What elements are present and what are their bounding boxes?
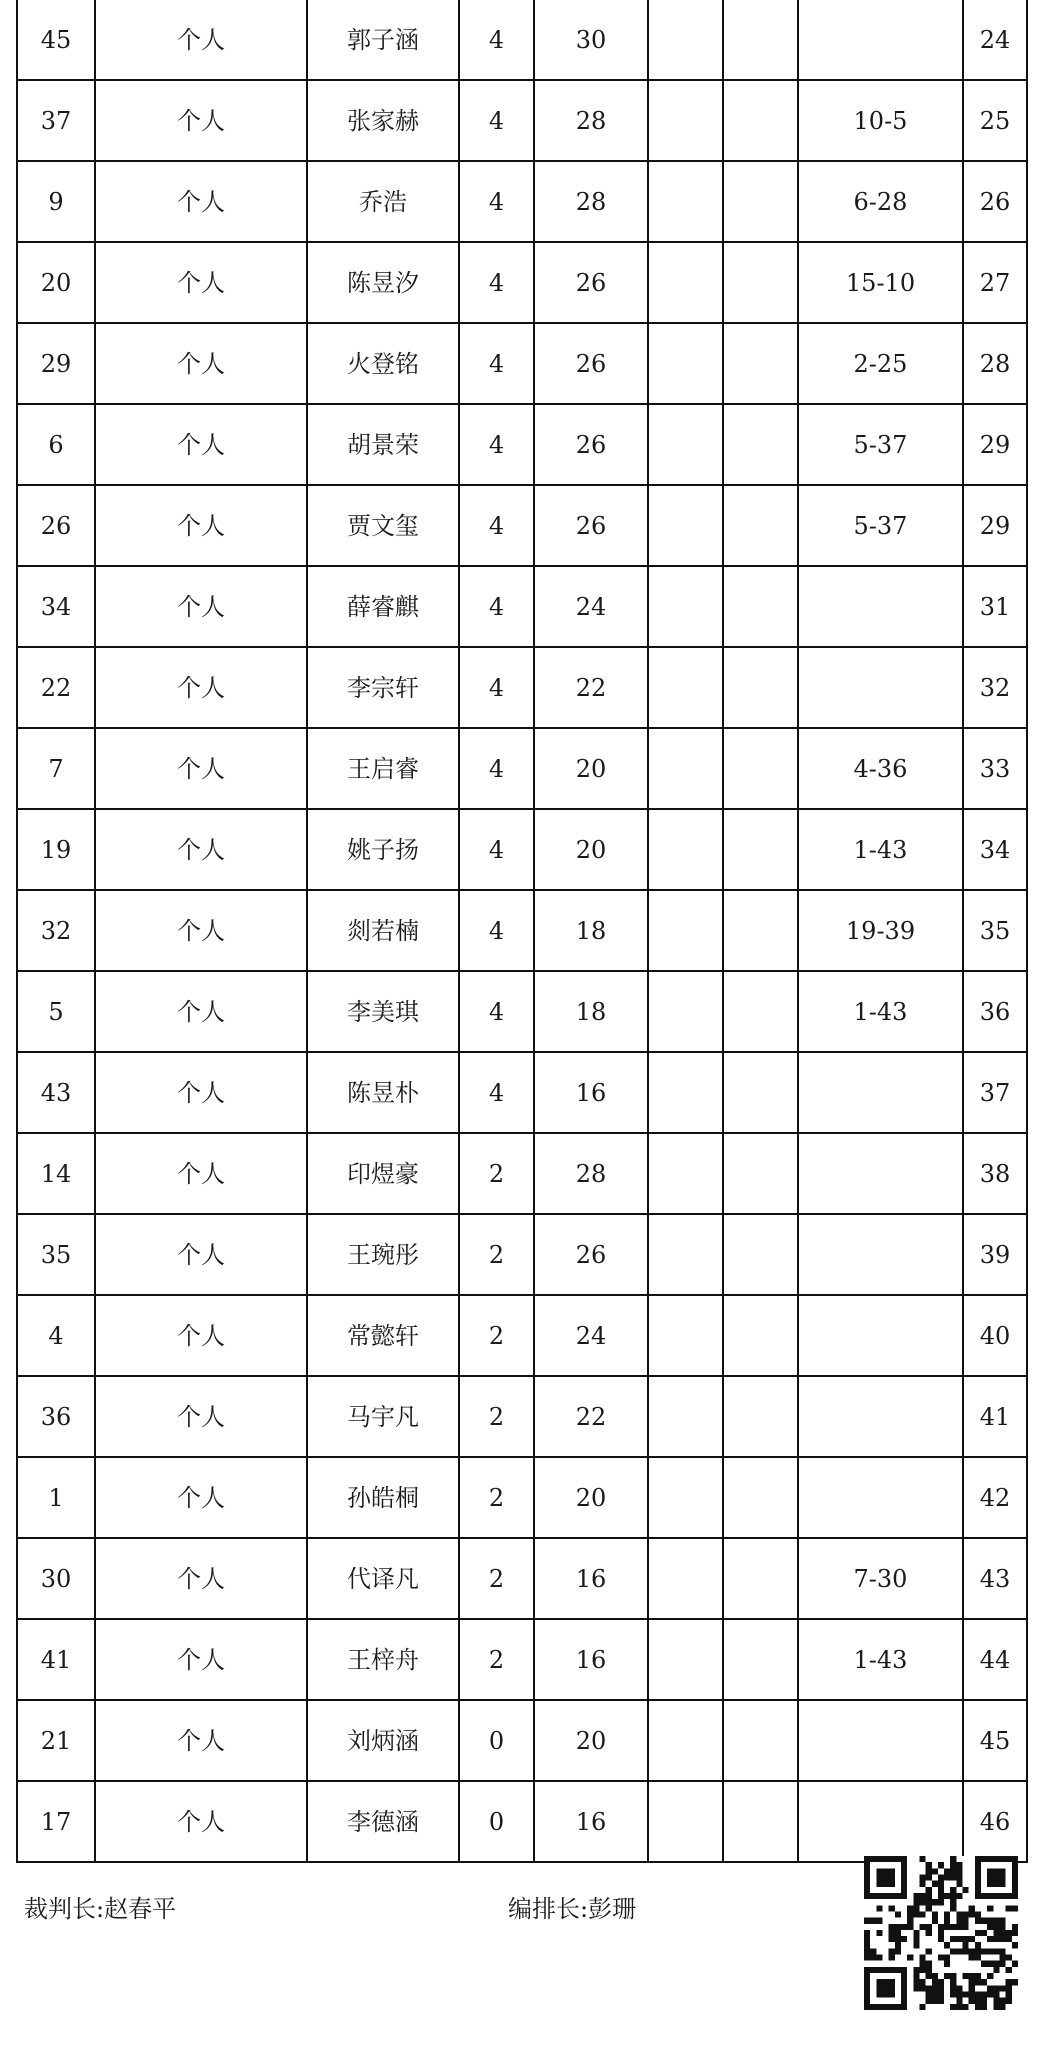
- rank-cell: 34: [963, 809, 1027, 890]
- tiebreak-cell: 30: [534, 0, 648, 80]
- blank-cell: [723, 1700, 798, 1781]
- remark-cell: [798, 1052, 963, 1133]
- score-cell: 2: [459, 1619, 534, 1700]
- player-number-cell: 22: [17, 647, 95, 728]
- remark-cell: [798, 647, 963, 728]
- player-name-cell: 李美琪: [307, 971, 459, 1052]
- score-cell: 4: [459, 485, 534, 566]
- score-cell: 2: [459, 1133, 534, 1214]
- entry-type-cell: 个人: [95, 1133, 307, 1214]
- player-name-cell: 王启睿: [307, 728, 459, 809]
- chief-scheduler-label: 编排长:彭珊: [508, 1895, 637, 1923]
- blank-cell: [723, 1052, 798, 1133]
- rank-cell: 33: [963, 728, 1027, 809]
- tiebreak-cell: 28: [534, 1133, 648, 1214]
- player-name-cell: 乔浩: [307, 161, 459, 242]
- tiebreak-cell: 24: [534, 566, 648, 647]
- score-cell: 2: [459, 1376, 534, 1457]
- blank-cell: [723, 1781, 798, 1862]
- remark-cell: [798, 1295, 963, 1376]
- rank-cell: 26: [963, 161, 1027, 242]
- entry-type-cell: 个人: [95, 242, 307, 323]
- entry-type-cell: 个人: [95, 0, 307, 80]
- blank-cell: [648, 404, 723, 485]
- tiebreak-cell: 24: [534, 1295, 648, 1376]
- score-cell: 4: [459, 809, 534, 890]
- table-row: [17, 971, 1027, 1052]
- entry-type-cell: 个人: [95, 1457, 307, 1538]
- rank-cell: 35: [963, 890, 1027, 971]
- tiebreak-cell: 20: [534, 728, 648, 809]
- tiebreak-cell: 20: [534, 1457, 648, 1538]
- entry-type-cell: 个人: [95, 1619, 307, 1700]
- score-cell: 4: [459, 242, 534, 323]
- table-row: [17, 1700, 1027, 1781]
- rank-cell: 32: [963, 647, 1027, 728]
- results-table: [16, 0, 1028, 1863]
- blank-cell: [648, 1538, 723, 1619]
- rank-cell: 28: [963, 323, 1027, 404]
- player-number-cell: 30: [17, 1538, 95, 1619]
- table-row: [17, 890, 1027, 971]
- blank-cell: [723, 1214, 798, 1295]
- blank-cell: [723, 809, 798, 890]
- remark-cell: 6-28: [798, 161, 963, 242]
- table-row: [17, 647, 1027, 728]
- score-cell: 2: [459, 1538, 534, 1619]
- rank-cell: 31: [963, 566, 1027, 647]
- remark-cell: 10-5: [798, 80, 963, 161]
- player-name-cell: 贾文玺: [307, 485, 459, 566]
- entry-type-cell: 个人: [95, 971, 307, 1052]
- blank-cell: [648, 161, 723, 242]
- player-number-cell: 35: [17, 1214, 95, 1295]
- remark-cell: 1-43: [798, 809, 963, 890]
- tiebreak-cell: 16: [534, 1781, 648, 1862]
- tiebreak-cell: 20: [534, 809, 648, 890]
- remark-cell: 4-36: [798, 728, 963, 809]
- remark-cell: 5-37: [798, 485, 963, 566]
- tiebreak-cell: 26: [534, 404, 648, 485]
- remark-cell: 1-43: [798, 1619, 963, 1700]
- blank-cell: [648, 890, 723, 971]
- score-cell: 4: [459, 404, 534, 485]
- remark-cell: [798, 566, 963, 647]
- remark-cell: 15-10: [798, 242, 963, 323]
- table-row: [17, 809, 1027, 890]
- rank-cell: 40: [963, 1295, 1027, 1376]
- rank-cell: 41: [963, 1376, 1027, 1457]
- player-number-cell: 4: [17, 1295, 95, 1376]
- blank-cell: [648, 728, 723, 809]
- player-name-cell: 剡若楠: [307, 890, 459, 971]
- score-cell: 4: [459, 647, 534, 728]
- remark-cell: 7-30: [798, 1538, 963, 1619]
- entry-type-cell: 个人: [95, 1700, 307, 1781]
- player-name-cell: 王梓舟: [307, 1619, 459, 1700]
- blank-cell: [648, 566, 723, 647]
- blank-cell: [723, 80, 798, 161]
- blank-cell: [723, 566, 798, 647]
- entry-type-cell: 个人: [95, 404, 307, 485]
- player-number-cell: 21: [17, 1700, 95, 1781]
- entry-type-cell: 个人: [95, 80, 307, 161]
- entry-type-cell: 个人: [95, 1781, 307, 1862]
- remark-cell: [798, 1133, 963, 1214]
- chief-referee-label: 裁判长:赵春平: [24, 1895, 177, 1923]
- score-cell: 2: [459, 1214, 534, 1295]
- score-cell: 4: [459, 161, 534, 242]
- player-name-cell: 李宗轩: [307, 647, 459, 728]
- remark-cell: 1-43: [798, 971, 963, 1052]
- tiebreak-cell: 26: [534, 485, 648, 566]
- table-row: [17, 80, 1027, 161]
- score-cell: 4: [459, 890, 534, 971]
- entry-type-cell: 个人: [95, 809, 307, 890]
- player-number-cell: 37: [17, 80, 95, 161]
- blank-cell: [723, 485, 798, 566]
- table-row: [17, 1376, 1027, 1457]
- table-row: [17, 485, 1027, 566]
- blank-cell: [648, 323, 723, 404]
- entry-type-cell: 个人: [95, 647, 307, 728]
- blank-cell: [648, 809, 723, 890]
- rank-cell: 39: [963, 1214, 1027, 1295]
- remark-cell: 2-25: [798, 323, 963, 404]
- rank-cell: 29: [963, 404, 1027, 485]
- blank-cell: [648, 1457, 723, 1538]
- player-number-cell: 26: [17, 485, 95, 566]
- player-name-cell: 代译凡: [307, 1538, 459, 1619]
- player-name-cell: 火登铭: [307, 323, 459, 404]
- blank-cell: [723, 0, 798, 80]
- tiebreak-cell: 16: [534, 1619, 648, 1700]
- score-cell: 0: [459, 1700, 534, 1781]
- entry-type-cell: 个人: [95, 1214, 307, 1295]
- blank-cell: [648, 1376, 723, 1457]
- entry-type-cell: 个人: [95, 161, 307, 242]
- score-cell: 4: [459, 728, 534, 809]
- player-number-cell: 9: [17, 161, 95, 242]
- blank-cell: [723, 1619, 798, 1700]
- table-body: [17, 0, 1027, 1862]
- rank-cell: 24: [963, 0, 1027, 80]
- player-name-cell: 常懿轩: [307, 1295, 459, 1376]
- blank-cell: [723, 1538, 798, 1619]
- blank-cell: [648, 80, 723, 161]
- score-cell: 0: [459, 1781, 534, 1862]
- player-number-cell: 6: [17, 404, 95, 485]
- player-number-cell: 43: [17, 1052, 95, 1133]
- rank-cell: 37: [963, 1052, 1027, 1133]
- tiebreak-cell: 26: [534, 323, 648, 404]
- tiebreak-cell: 16: [534, 1538, 648, 1619]
- remark-cell: [798, 1457, 963, 1538]
- player-name-cell: 孙皓桐: [307, 1457, 459, 1538]
- player-number-cell: 36: [17, 1376, 95, 1457]
- player-name-cell: 刘炳涵: [307, 1700, 459, 1781]
- table-row: [17, 1133, 1027, 1214]
- player-number-cell: 5: [17, 971, 95, 1052]
- qr-code-icon: [864, 1856, 1018, 2010]
- blank-cell: [723, 728, 798, 809]
- blank-cell: [648, 485, 723, 566]
- player-number-cell: 45: [17, 0, 95, 80]
- blank-cell: [723, 971, 798, 1052]
- rank-cell: 27: [963, 242, 1027, 323]
- table-row: [17, 1457, 1027, 1538]
- score-cell: 4: [459, 1052, 534, 1133]
- player-number-cell: 41: [17, 1619, 95, 1700]
- blank-cell: [648, 1781, 723, 1862]
- player-number-cell: 17: [17, 1781, 95, 1862]
- rank-cell: 36: [963, 971, 1027, 1052]
- player-name-cell: 陈昱朴: [307, 1052, 459, 1133]
- blank-cell: [648, 1700, 723, 1781]
- score-cell: 2: [459, 1457, 534, 1538]
- player-number-cell: 32: [17, 890, 95, 971]
- player-name-cell: 印煜豪: [307, 1133, 459, 1214]
- table-row: [17, 404, 1027, 485]
- entry-type-cell: 个人: [95, 1052, 307, 1133]
- blank-cell: [723, 1376, 798, 1457]
- tiebreak-cell: 18: [534, 890, 648, 971]
- remark-cell: 19-39: [798, 890, 963, 971]
- remark-cell: [798, 1781, 963, 1862]
- table-row: [17, 1538, 1027, 1619]
- table-row: [17, 242, 1027, 323]
- player-number-cell: 29: [17, 323, 95, 404]
- entry-type-cell: 个人: [95, 323, 307, 404]
- tiebreak-cell: 22: [534, 1376, 648, 1457]
- player-number-cell: 14: [17, 1133, 95, 1214]
- blank-cell: [723, 404, 798, 485]
- player-name-cell: 王琬彤: [307, 1214, 459, 1295]
- blank-cell: [723, 323, 798, 404]
- player-name-cell: 马宇凡: [307, 1376, 459, 1457]
- tiebreak-cell: 22: [534, 647, 648, 728]
- blank-cell: [648, 1295, 723, 1376]
- blank-cell: [648, 1619, 723, 1700]
- blank-cell: [723, 242, 798, 323]
- blank-cell: [723, 1133, 798, 1214]
- score-cell: 4: [459, 80, 534, 161]
- player-name-cell: 李德涵: [307, 1781, 459, 1862]
- tiebreak-cell: 18: [534, 971, 648, 1052]
- entry-type-cell: 个人: [95, 1295, 307, 1376]
- score-cell: 4: [459, 971, 534, 1052]
- rank-cell: 38: [963, 1133, 1027, 1214]
- blank-cell: [723, 1457, 798, 1538]
- player-number-cell: 20: [17, 242, 95, 323]
- rank-cell: 45: [963, 1700, 1027, 1781]
- blank-cell: [648, 1133, 723, 1214]
- entry-type-cell: 个人: [95, 728, 307, 809]
- remark-cell: 5-37: [798, 404, 963, 485]
- remark-cell: [798, 1214, 963, 1295]
- entry-type-cell: 个人: [95, 890, 307, 971]
- score-cell: 2: [459, 1295, 534, 1376]
- rank-cell: 46: [963, 1781, 1027, 1862]
- rank-cell: 42: [963, 1457, 1027, 1538]
- player-name-cell: 陈昱汐: [307, 242, 459, 323]
- table-row: [17, 323, 1027, 404]
- player-number-cell: 1: [17, 1457, 95, 1538]
- player-name-cell: 薛睿麒: [307, 566, 459, 647]
- score-cell: 4: [459, 323, 534, 404]
- entry-type-cell: 个人: [95, 485, 307, 566]
- player-name-cell: 张家赫: [307, 80, 459, 161]
- table-row: [17, 1619, 1027, 1700]
- entry-type-cell: 个人: [95, 566, 307, 647]
- blank-cell: [723, 161, 798, 242]
- tiebreak-cell: 28: [534, 80, 648, 161]
- blank-cell: [723, 647, 798, 728]
- player-name-cell: 姚子扬: [307, 809, 459, 890]
- rank-cell: 43: [963, 1538, 1027, 1619]
- rank-cell: 29: [963, 485, 1027, 566]
- player-number-cell: 19: [17, 809, 95, 890]
- blank-cell: [723, 1295, 798, 1376]
- player-name-cell: 胡景荣: [307, 404, 459, 485]
- score-cell: 4: [459, 566, 534, 647]
- entry-type-cell: 个人: [95, 1538, 307, 1619]
- table-row: [17, 1214, 1027, 1295]
- tiebreak-cell: 16: [534, 1052, 648, 1133]
- blank-cell: [648, 0, 723, 80]
- remark-cell: [798, 0, 963, 80]
- tiebreak-cell: 26: [534, 1214, 648, 1295]
- rank-cell: 25: [963, 80, 1027, 161]
- tiebreak-cell: 20: [534, 1700, 648, 1781]
- tiebreak-cell: 26: [534, 242, 648, 323]
- table-row: [17, 0, 1027, 80]
- entry-type-cell: 个人: [95, 1376, 307, 1457]
- player-name-cell: 郭子涵: [307, 0, 459, 80]
- tiebreak-cell: 28: [534, 161, 648, 242]
- remark-cell: [798, 1700, 963, 1781]
- blank-cell: [723, 890, 798, 971]
- blank-cell: [648, 971, 723, 1052]
- table-row: [17, 728, 1027, 809]
- table-row: [17, 1781, 1027, 1862]
- blank-cell: [648, 1052, 723, 1133]
- table-row: [17, 1052, 1027, 1133]
- remark-cell: [798, 1376, 963, 1457]
- blank-cell: [648, 647, 723, 728]
- table-row: [17, 566, 1027, 647]
- blank-cell: [648, 242, 723, 323]
- table-row: [17, 1295, 1027, 1376]
- rank-cell: 44: [963, 1619, 1027, 1700]
- player-number-cell: 34: [17, 566, 95, 647]
- table-row: [17, 161, 1027, 242]
- blank-cell: [648, 1214, 723, 1295]
- player-number-cell: 7: [17, 728, 95, 809]
- score-cell: 4: [459, 0, 534, 80]
